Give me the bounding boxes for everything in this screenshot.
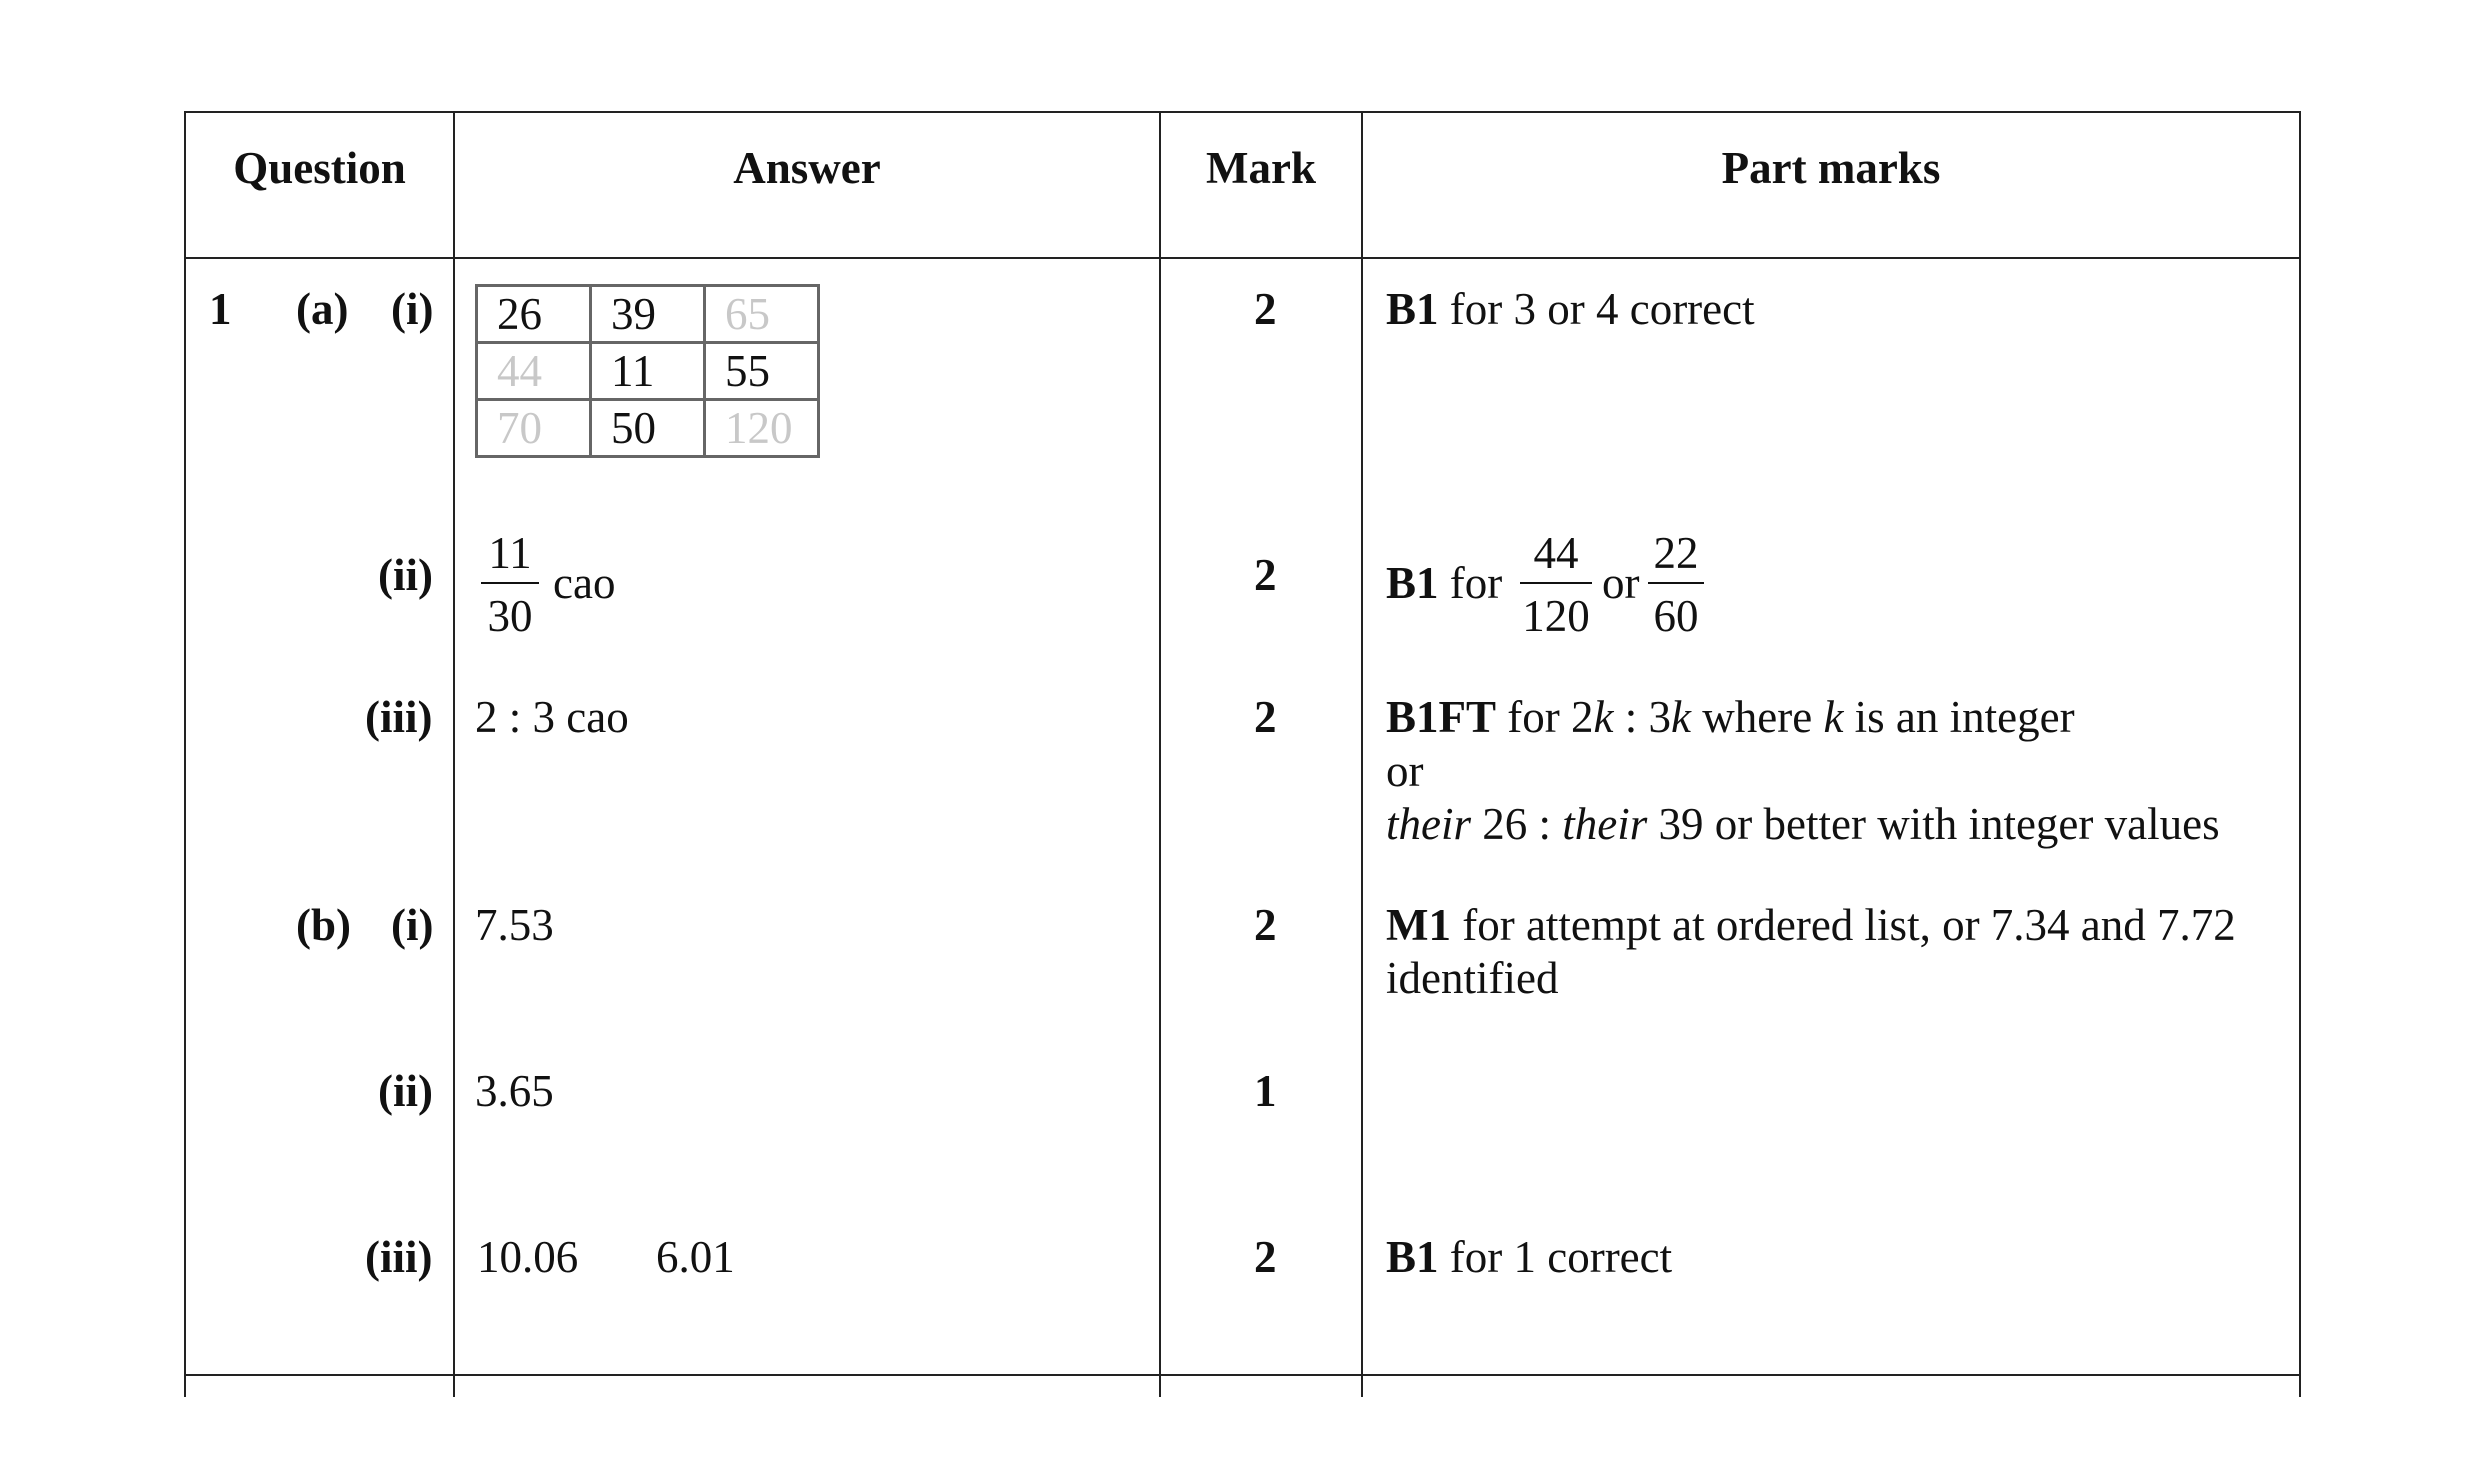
- answer-grid-row: [477, 286, 819, 343]
- answer-grid-row: [477, 400, 819, 457]
- question-part-b: (b): [296, 900, 351, 950]
- answer-grid-cell: 50: [591, 400, 705, 457]
- part-marks-code: B1: [1386, 1232, 1439, 1282]
- question-sub-iii: (iii): [365, 1232, 433, 1282]
- answer-value-1: 10.06: [477, 1232, 579, 1282]
- answer-grid-cell: 44: [477, 343, 591, 400]
- header-answer: Answer: [733, 143, 881, 193]
- answer-grid-cell: 120: [705, 400, 819, 457]
- part-marks-text: [1386, 284, 1755, 334]
- part-marks-code: B1: [1386, 558, 1439, 608]
- part-marks-code: M1: [1386, 900, 1451, 950]
- fraction-denominator: 30: [487, 591, 533, 641]
- part-marks-line-2: identified: [1386, 953, 1559, 1003]
- text-their: their: [1386, 799, 1471, 849]
- mark-value: 1: [1254, 1066, 1277, 1116]
- answer-grid-cell: 70: [477, 400, 591, 457]
- mark-value: 2: [1254, 692, 1277, 742]
- part-marks-line-3: [1386, 799, 2220, 849]
- answer-text: 3.65: [475, 1066, 554, 1116]
- variable-k: k: [1593, 692, 1614, 742]
- part-marks-text: [1386, 1232, 1673, 1282]
- col-divider-mark: [1361, 111, 1363, 1397]
- part-marks-desc: for 3 or 4 correct: [1449, 284, 1755, 334]
- fraction-bar: [1520, 582, 1592, 584]
- part-marks-desc: for 1 correct: [1449, 1232, 1673, 1282]
- fraction-numerator: 44: [1533, 528, 1579, 578]
- part-marks-line-1: [1386, 900, 2236, 950]
- part-marks-code: B1: [1386, 284, 1439, 334]
- question-sub-i: (i): [391, 284, 434, 334]
- answer-grid: [475, 284, 820, 458]
- part-marks-desc: for attempt at ordered list, or 7.34 and 7.72: [1462, 900, 2236, 950]
- fraction-denominator: 60: [1653, 591, 1699, 641]
- answer-suffix: cao: [553, 558, 616, 608]
- part-marks-desc: for: [1449, 558, 1503, 608]
- mark-value: 2: [1254, 284, 1277, 334]
- fraction-numerator: 11: [488, 528, 532, 578]
- answer-value-2: 6.01: [656, 1232, 735, 1282]
- question-sub-i: (i): [391, 900, 434, 950]
- mark-value: 2: [1254, 550, 1277, 600]
- question-part-a: (a): [296, 284, 349, 334]
- header-part-marks: Part marks: [1721, 143, 1941, 193]
- header-question: Question: [233, 143, 406, 193]
- col-divider-question: [453, 111, 455, 1397]
- part-or: or: [1602, 558, 1640, 608]
- text-run: : 3: [1613, 692, 1672, 742]
- text-run: where: [1691, 692, 1824, 742]
- fraction-bar: [481, 582, 539, 584]
- answer-grid-cell: 65: [705, 286, 819, 343]
- answer-grid-cell: 11: [591, 343, 705, 400]
- part-marks-line-1: [1386, 692, 2075, 742]
- text-run: for 2: [1507, 692, 1594, 742]
- mark-value: 2: [1254, 900, 1277, 950]
- text-run: 39 or better with integer values: [1647, 799, 2220, 849]
- fraction-numerator: 22: [1653, 528, 1699, 578]
- table-right-border: [2299, 111, 2301, 1397]
- header-mark: Mark: [1206, 143, 1316, 193]
- table-left-border: [184, 111, 186, 1397]
- answer-fraction: [481, 528, 539, 641]
- question-number: 1: [209, 284, 232, 334]
- variable-k: k: [1671, 692, 1691, 742]
- answer-grid-cell: 26: [477, 286, 591, 343]
- answer-text: 2 : 3 cao: [475, 692, 629, 742]
- text-their: their: [1562, 799, 1648, 849]
- fraction-bar: [1648, 582, 1704, 584]
- question-sub-ii: (ii): [378, 550, 433, 600]
- text-run: is an integer: [1843, 692, 2075, 742]
- answer-grid-cell: 39: [591, 286, 705, 343]
- table-top-border: [184, 111, 2301, 113]
- part-marks-line-2: or: [1386, 746, 1424, 796]
- answer-grid-row: [477, 343, 819, 400]
- mark-value: 2: [1254, 1232, 1277, 1282]
- answer-grid-cell: 55: [705, 343, 819, 400]
- col-divider-answer: [1159, 111, 1161, 1397]
- question-sub-ii: (ii): [378, 1066, 433, 1116]
- part-marks-code: B1FT: [1386, 692, 1497, 742]
- header-bottom-border: [184, 257, 2301, 259]
- text-run: 26 :: [1471, 799, 1563, 849]
- row-bottom-border: [184, 1374, 2301, 1376]
- fraction-denominator: 120: [1522, 591, 1590, 641]
- answer-text: 7.53: [475, 900, 554, 950]
- question-sub-iii: (iii): [365, 692, 433, 742]
- variable-k: k: [1823, 692, 1844, 742]
- part-marks-text: [1386, 558, 1503, 608]
- part-fraction-1: [1520, 528, 1592, 641]
- part-fraction-2: [1648, 528, 1704, 641]
